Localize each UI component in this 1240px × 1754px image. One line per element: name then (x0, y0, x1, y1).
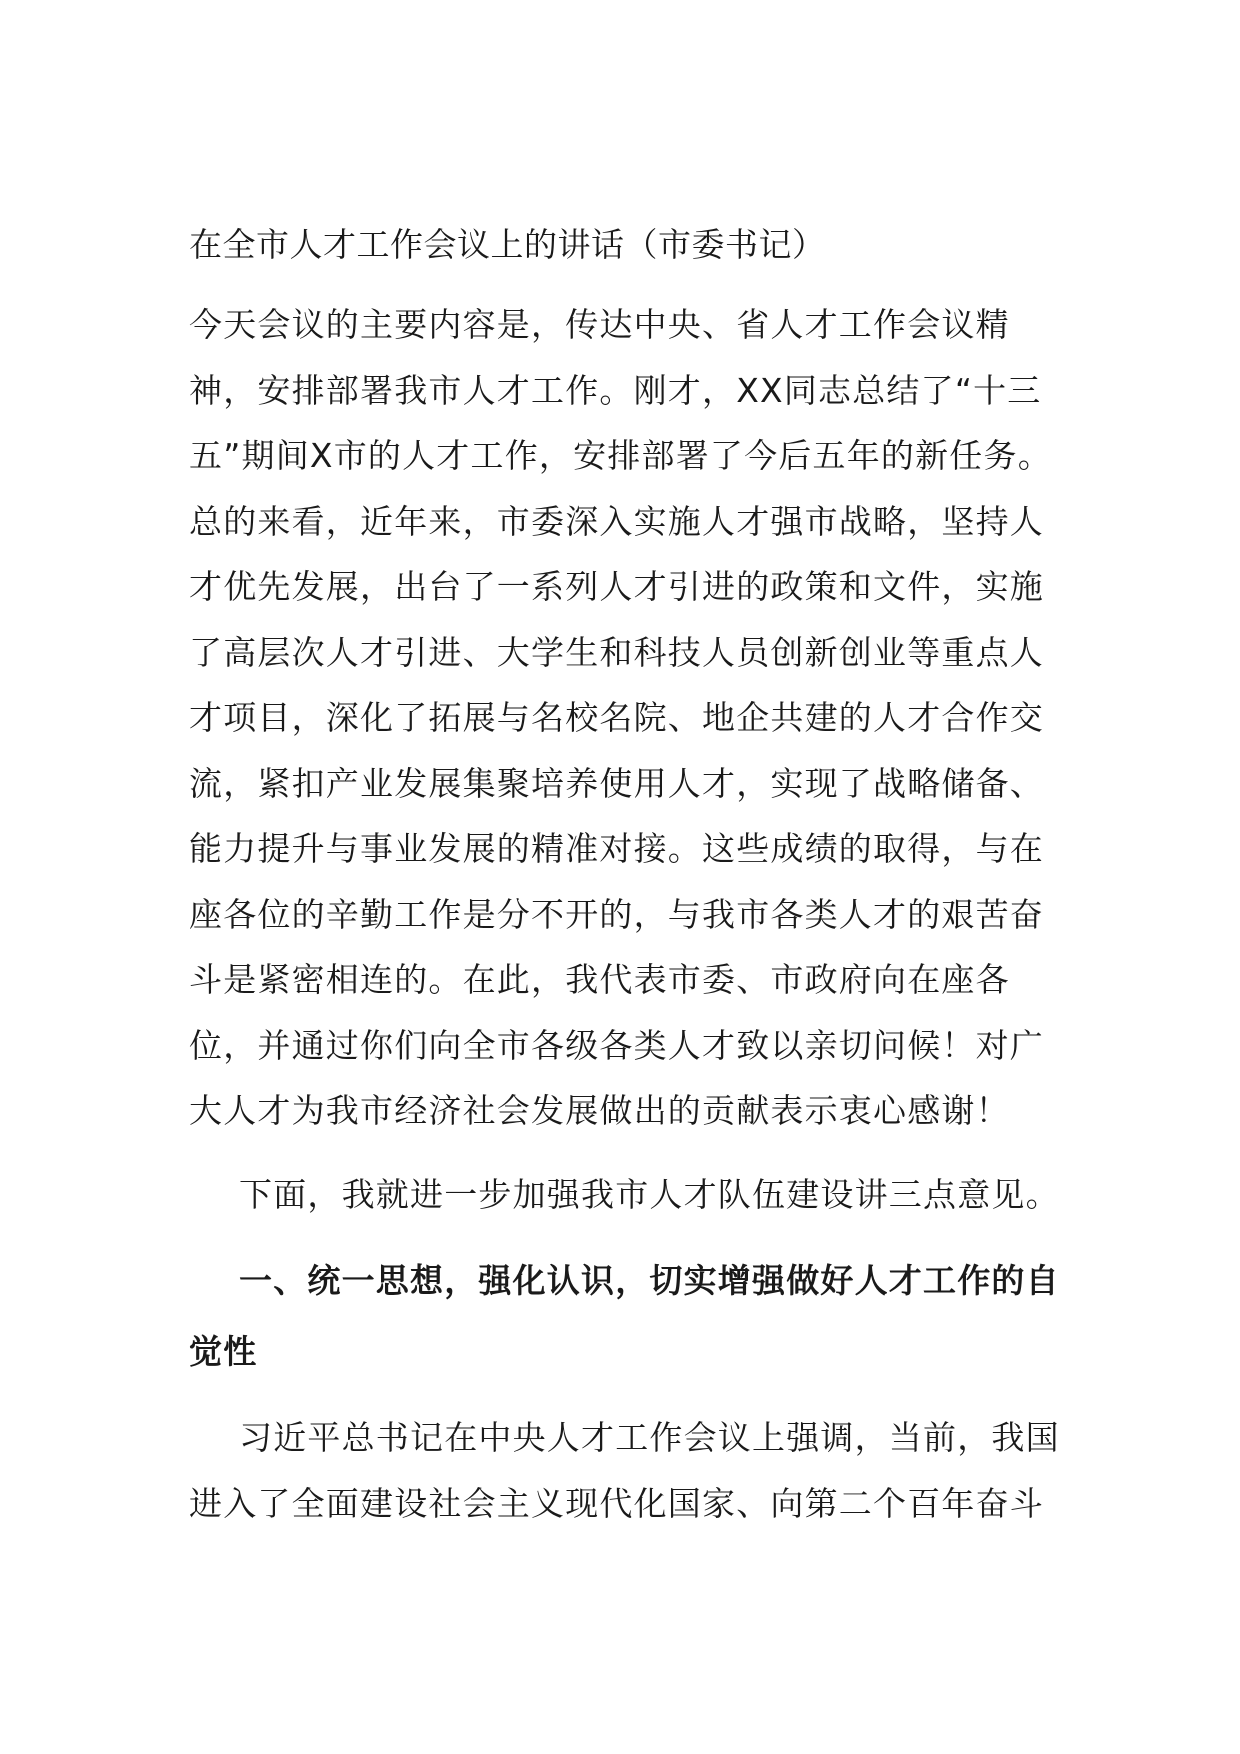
document-page (189, 212, 1069, 1536)
section-heading-1: 一、统一思想，强化认识，切实增强做好人才工作的自觉性 (189, 1261, 1060, 1371)
body-paragraph-transition: 下面，我就进一步加强我市人才队伍建设讲三点意见。 (239, 1174, 1060, 1214)
document-title: 在全市人才工作会议上的讲话（市委书记） (189, 225, 826, 264)
body-paragraph-intro: 今天会议的主要内容是，传达中央、省人才工作会议精神，安排部署我市人才工作。刚才，XX同志总结了“十三五”期间X市的人才工作，安排部署了今后五年的新任务。总的来看，近年来，市委深入实施人才强市战略，坚持人才优先发展，出台了一系列人才引进的政策和文件，实施了高层次人才引进、大学生和科技人员创新创业等重点人才项目，深化了拓展与名校名院、地企共建的人才合作交流，紧扣产业发展集聚培养使用人才，实现了战略储备、能力提升与事业发展的精准对接。这些成绩的取得，与在座各位的辛勤工作是分不开的，与我市各类人才的艰苦奋斗是紧密相连的。在此，我代表市委、市政府向在座各位，并通过你们向全市各级各类人才致以亲切问候！对广大人才为我市经济社会发展做出的贡献表示衷心感谢！ (189, 305, 1052, 1130)
body-paragraph-section1: 习近平总书记在中央人才工作会议上强调，当前，我国进入了全面建设社会主义现代化国家、向第二个百年奋斗 (189, 1418, 1060, 1523)
